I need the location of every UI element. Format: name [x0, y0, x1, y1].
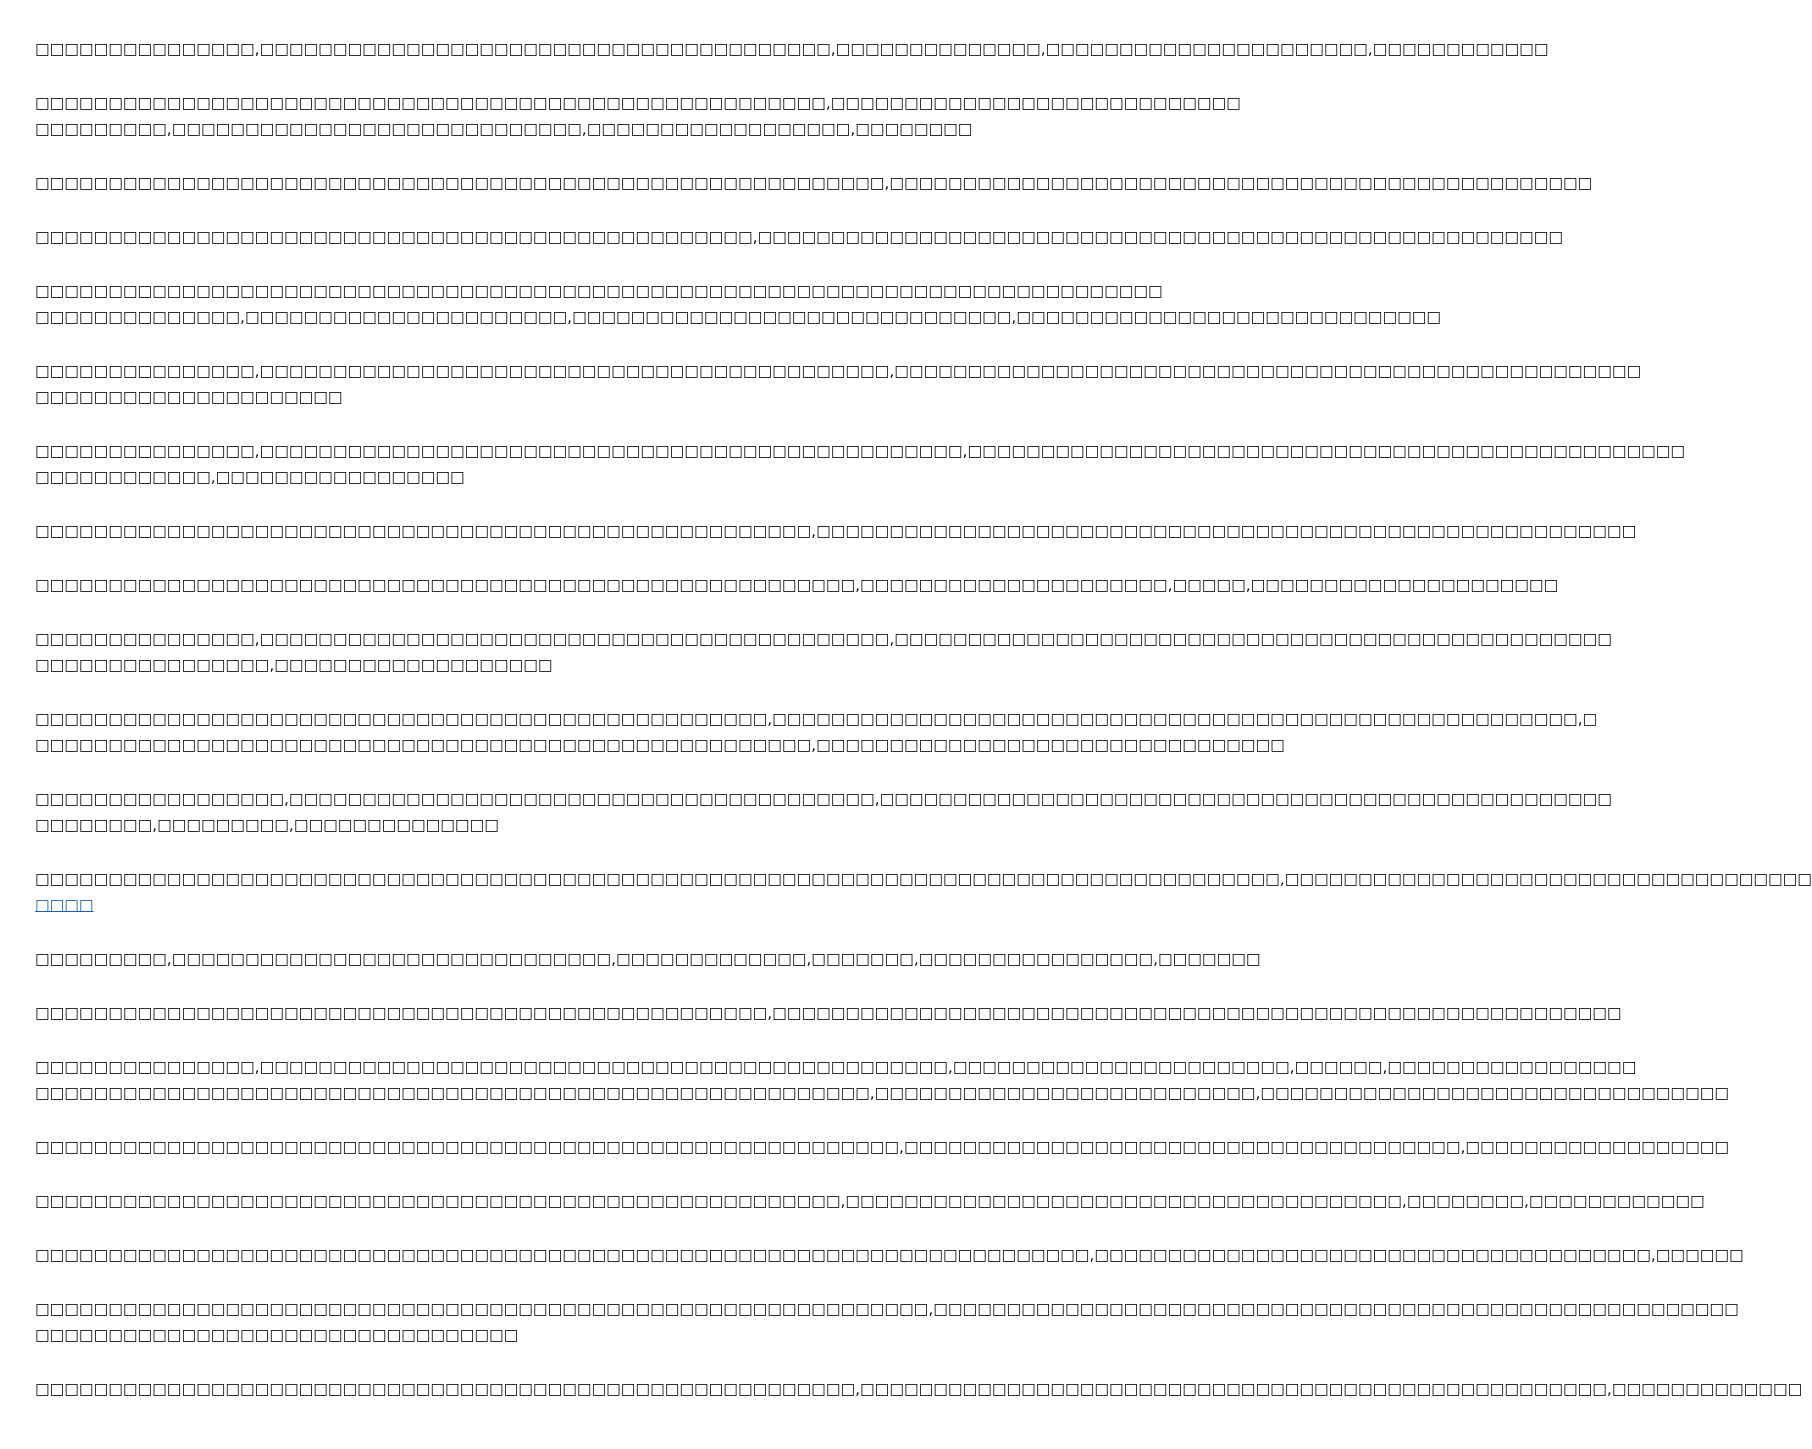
paragraph-line: □□□□□□□□□□□□□□□□□□□□□□□□□□□□□□□□□□□□□□□□□□□□□□□□□□□□□□□□□□□□□□□□□□□□□□□□□□□□□ [35, 282, 1163, 300]
paragraph [35, 278, 1442, 330]
paragraph [35, 1242, 1744, 1268]
paragraph-line: □□□□□□□□□□□□□□□□□□□□□□□□□□□□□□□□□□□□□□□□□□□□□□□□□□□□□□□□□□,□□□□□□□□□□□□□□□□□□□□□□□□□□□□□□□□□□□□□□□□□□□□□□□□ [35, 174, 1593, 192]
paragraph-line: □□□□□□□□□□□□□□□,□□□□□□□□□□□□□□□□□□□□□□□□□□□□□□□□□□□□□□□□□□□,□□□□□□□□□□□□□□□□□□□□□□□□□□□□□□□□□□□□□□□□□□□□□□□□□□□ [35, 362, 1642, 380]
paragraph [35, 1188, 1705, 1214]
paragraph-line: □□□□□□□□□□□□□□□□□□□□□□□□□□□□□□□□□ [35, 1326, 519, 1344]
paragraph [35, 224, 1563, 250]
paragraph [35, 1000, 1622, 1026]
paragraph-line: □□□□□□□□□□□□□□□□□□□□□□□□□□□□□□□□□□□□□□□□□□□□□□□□□□□□□□□□□□□□□,□□□□□□□□□□□□□□□□□□□□□□□□□□□□□□□□□□□□□□□□□□□□□□□□□□□□□□□ [35, 1300, 1739, 1318]
paragraph-line: □□□□□□□□□□□□□□□,□□□□□□□□□□□□□□□□□□□□□□□□□□□□□□□□□□□□□□□□□□□□□□□,□□□□□□□□□□□□□□□□□□□□□□□,□□□□□□,□□□□□□□□□□□□□□□□□ [35, 1058, 1637, 1076]
paragraph-line: □□□□□□□□□□□□□□□□□□□□□□□□□□□□□□□□□□□□□□□□□□□□□□□□□□□□□,□□□□□□□□□□□□□□□□□□□□□□□□□□□□□□□□□□□□□□□□□□□□□□□□□□□□□□□□ [35, 522, 1637, 540]
paragraph-line: □□□□□□□□□□□□□□□□,□□□□□□□□□□□□□□□□□□□ [35, 656, 553, 674]
paragraph-line: □□□□□□□□□□□□□□□□□□□□□□□□□□□□□□□□□□□□□□□□□□□□□□□□□□□□□□□□□,□□□□□□□□□□□□□□□□□□□□□□□□□□,□□□□□□□□□□□□□□□□□□□□□□□□□□□□□□□□ [35, 1084, 1730, 1102]
paragraph-line: □□□□□□□□□□□□□□□□□□□□□ [35, 388, 343, 406]
paragraph-line: □□□□□□□□□□□□□□,□□□□□□□□□□□□□□□□□□□□□□,□□□□□□□□□□□□□□□□□□□□□□□□□□□□□□,□□□□□□□□□□□□□□□□□□□□□□□□□□□□□ [35, 308, 1442, 326]
paragraph-line: □□□□□□□□□□□□□□□□□□□□□□□□□□□□□□□□□□□□□□□□□□□□□□□□□□□□□□□□□□□□□□□□□□□□□□□□□□□□□□□□□□□□□,□□□□□□□□□□□□□□□□□□□□□□□□□□□□□□□□□□□□ [35, 870, 1812, 888]
paragraph [35, 90, 1241, 142]
paragraph [35, 572, 1559, 598]
paragraph [35, 946, 1261, 972]
paragraph-line: □□□□□□□□□□□□□□□□□,□□□□□□□□□□□□□□□□□□□□□□□□□□□□□□□□□□□□□□□□,□□□□□□□□□□□□□□□□□□□□□□□□□□□□□□□□□□□□□□□□□□□□□□□□□□ [35, 790, 1612, 808]
paragraph-line: □□□□□□□□□□□□□□□□□□□□□□□□□□□□□□□□□□□□□□□□□□□□□□□□□,□□□□□□□□□□□□□□□□□□□□□□□□□□□□□□□□□□□□□□□□□□□□□□□□□□□□□□□ [35, 228, 1563, 246]
paragraphs-before-link [35, 36, 1686, 838]
paragraph-line: □□□□□□□□□,□□□□□□□□□□□□□□□□□□□□□□□□□□□□,□□□□□□□□□□□□□□□□□□,□□□□□□□□ [35, 120, 973, 138]
text-link[interactable]: □□□□ [35, 896, 94, 914]
paragraph-line: □□□□□□□□□□□□□□□□□□□□□□□□□□□□□□□□□□□□□□□□□□□□□□□□□□□□□,□□□□□□□□□□□□□□□□□□□□□□□□□□□□□□□□ [35, 736, 1285, 754]
paragraph-with-link [35, 866, 1812, 918]
paragraph-line: □□□□□□□□□□□□□□□,□□□□□□□□□□□□□□□□□□□□□□□□□□□□□□□□□□□□□□□□□□□,□□□□□□□□□□□□□□□□□□□□□□□□□□□□□□□□□□□□□□□□□□□□□□□□□ [35, 630, 1612, 648]
paragraph-line: □□□□□□□□□□□□,□□□□□□□□□□□□□□□□□ [35, 468, 465, 486]
paragraph [35, 626, 1612, 678]
paragraph [35, 1134, 1730, 1160]
paragraph [35, 358, 1642, 410]
paragraph-line: □□□□□□□□,□□□□□□□□□,□□□□□□□□□□□□□□ [35, 816, 499, 834]
paragraph [35, 170, 1593, 196]
paragraph-line: □□□□□□□□□□□□□□□,□□□□□□□□□□□□□□□□□□□□□□□□□□□□□□□□□□□□□□□□□□□□□□□□,□□□□□□□□□□□□□□□□□□□□□□□□□□□□□□□□□□□□□□□□□□□□□□□□□ [35, 442, 1686, 460]
paragraph [35, 518, 1637, 544]
paragraph [35, 1376, 1803, 1402]
paragraph [35, 438, 1686, 490]
paragraph [35, 1296, 1739, 1348]
paragraph-line: □□□□□□□□□□□□□□□□□□□□□□□□□□□□□□□□□□□□□□□□□□□□□□□□□□,□□□□□□□□□□□□□□□□□□□□□□□□□□□□□□□□□□□□□□□□□□□□□□□□□□□□□□□,□ [35, 710, 1598, 728]
paragraph [35, 706, 1598, 758]
paragraph-line: □□□□□□□□□,□□□□□□□□□□□□□□□□□□□□□□□□□□□□□□,□□□□□□□□□□□□□,□□□□□□□,□□□□□□□□□□□□□□□□,□□□□□□□ [35, 950, 1261, 968]
paragraph-line: □□□□□□□□□□□□□□□□□□□□□□□□□□□□□□□□□□□□□□□□□□□□□□□□□□□□□□,□□□□□□□□□□□□□□□□□□□□□□□□□□□□ [35, 94, 1241, 112]
paragraphs-after-link [35, 946, 1803, 1402]
paragraph [35, 1054, 1730, 1106]
paragraph-line: □□□□□□□□□□□□□□□□□□□□□□□□□□□□□□□□□□□□□□□□□□□□□□□□□□□□□□□□□□□,□□□□□□□□□□□□□□□□□□□□□□□□□□□□□□□□□□□□□□,□□□□□□□□□□□□□□□□□□ [35, 1138, 1730, 1156]
document-body [35, 36, 1812, 1436]
paragraph-line: □□□□□□□□□□□□□□□□□□□□□□□□□□□□□□□□□□□□□□□□□□□□□□□□□□□□□□□□,□□□□□□□□□□□□□□□□□□□□□□□□□□□□□□□□□□□□□□□□□□□□□□□□□□□,□□□□□□□□□□□□□ [35, 1380, 1803, 1398]
paragraph-line: □□□□□□□□□□□□□□□□□□□□□□□□□□□□□□□□□□□□□□□□□□□□□□□□□□□□□□□□□□□□□□□□□□□□□□□□,□□□□□□□□□□□□□□□□□□□□□□□□□□□□□□□□□□□□□□,□□□□□□ [35, 1246, 1744, 1264]
paragraph-line: □□□□□□□□□□□□□□□,□□□□□□□□□□□□□□□□□□□□□□□□□□□□□□□□□□□□□□□,□□□□□□□□□□□□□□,□□□□□□□□□□□□□□□□□□□□□□,□□□□□□□□□□□□ [35, 40, 1549, 58]
paragraph [35, 786, 1612, 838]
paragraph [35, 36, 1549, 62]
paragraph-line: □□□□□□□□□□□□□□□□□□□□□□□□□□□□□□□□□□□□□□□□□□□□□□□□□□,□□□□□□□□□□□□□□□□□□□□□□□□□□□□□□□□□□□□□□□□□□□□□□□□□□□□□□□□□□ [35, 1004, 1622, 1022]
paragraph-line: □□□□□□□□□□□□□□□□□□□□□□□□□□□□□□□□□□□□□□□□□□□□□□□□□□□□□□□□,□□□□□□□□□□□□□□□□□□□□□,□□□□□,□□□□□□□□□□□□□□□□□□□□□ [35, 576, 1559, 594]
paragraph-line: □□□□□□□□□□□□□□□□□□□□□□□□□□□□□□□□□□□□□□□□□□□□□□□□□□□□□□□,□□□□□□□□□□□□□□□□□□□□□□□□□□□□□□□□□□□□□□,□□□□□□□□,□□□□□□□□□□□□ [35, 1192, 1705, 1210]
